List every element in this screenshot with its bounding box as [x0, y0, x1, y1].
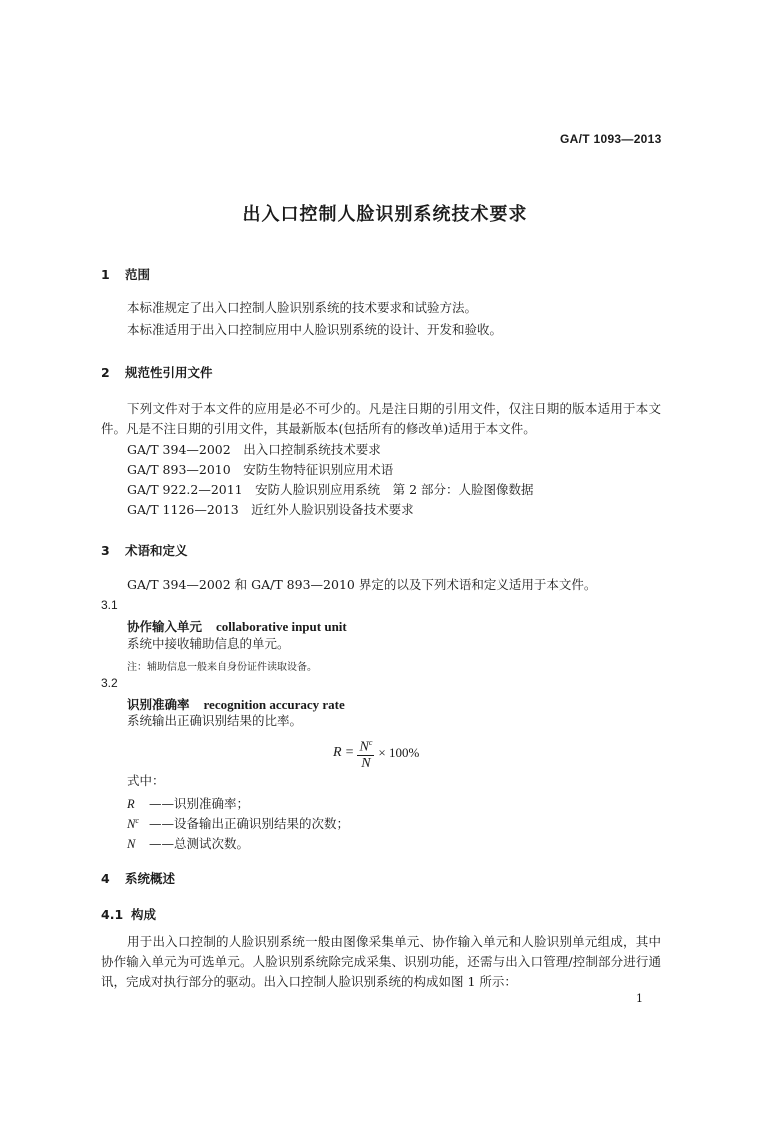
section-number: 1	[101, 267, 110, 282]
section-title: 规范性引用文件	[125, 365, 213, 380]
section-4-heading	[101, 869, 175, 887]
section-number: 4.1	[101, 907, 124, 922]
reference-3: GA/T 922.2—2011 安防人脸识别应用系统 第 2 部分：人脸图像数据	[127, 482, 534, 497]
accuracy-formula	[333, 736, 419, 770]
scope-line-2: 本标准适用于出入口控制应用中人脸识别系统的设计、开发和验收。	[127, 322, 503, 337]
section-title: 范围	[125, 267, 151, 282]
reference-4: GA/T 1126—2013 近红外人脸识别设备技术要求	[127, 502, 414, 517]
normative-intro: 下列文件对于本文件的应用是必不可少的。凡是注日期的引用文件，仅注日期的版本适用于本文件。凡是不注日期的引用文件，其最新版本(包括所有的修改单)适用于本文件。	[101, 401, 661, 436]
variable-row	[127, 831, 249, 854]
where-label: 式中：	[127, 773, 165, 788]
section-4-1-heading	[101, 905, 156, 923]
variable-description: ——总测试次数。	[149, 836, 250, 852]
composition-paragraph: 用于出入口控制的人脸识别系统一般由图像采集单元、协作输入单元和人脸识别单元组成，其中协作输入单元为可选单元。人脸识别系统除完成采集、识别功能，还需与出入口管理/控制部分进行通讯，完成对执行部分的驱动。出入口控制人脸识别系统的构成如图 1 所示：	[101, 934, 661, 989]
variable-symbol: $N^c$	[127, 816, 139, 832]
term-3-1-note: 注：辅助信息一般来自身份证件读取设备。	[127, 662, 317, 673]
section-number: 3	[101, 543, 110, 558]
reference-1: GA/T 394—2002 出入口控制系统技术要求	[127, 442, 381, 457]
section-number: 4	[101, 871, 110, 886]
term-3-1	[127, 616, 347, 635]
section-title: 术语和定义	[125, 543, 188, 558]
term-3-1-number: 3.1	[101, 598, 118, 612]
standard-code: GA/T 1093—2013	[560, 132, 662, 146]
formula-numerator: N	[359, 739, 369, 755]
variable-description: ——设备输出正确识别结果的次数；	[149, 816, 350, 832]
formula-lhs: R	[333, 745, 342, 760]
page-number: 1	[636, 992, 643, 1005]
variable-symbol: N	[127, 837, 136, 852]
section-3-heading	[101, 541, 188, 559]
term-chinese: 识别准确率	[127, 697, 190, 712]
term-english: collaborative input unit	[216, 619, 347, 634]
section-title: 构成	[131, 907, 157, 922]
term-3-1-definition: 系统中接收辅助信息的单元。	[127, 636, 290, 651]
section-1-heading	[101, 265, 150, 283]
section-2-heading	[101, 363, 213, 381]
term-3-2-number: 3.2	[101, 676, 118, 690]
formula-denominator: N	[361, 755, 371, 771]
formula-rest: × 100%	[378, 745, 420, 760]
section-title: 系统概述	[125, 871, 176, 886]
formula-fraction	[357, 735, 374, 771]
formula-equals: =	[345, 745, 354, 760]
section-number: 2	[101, 365, 110, 380]
terms-intro: GA/T 394—2002 和 GA/T 893—2010 界定的以及下列术语和定义适用于本文件。	[127, 577, 597, 592]
variable-symbol: R	[127, 797, 135, 812]
term-english: recognition accuracy rate	[203, 697, 345, 712]
scope-line-1: 本标准规定了出入口控制人脸识别系统的技术要求和试验方法。	[127, 300, 478, 315]
term-chinese: 协作输入单元	[127, 619, 203, 634]
reference-2: GA/T 893—2010 安防生物特征识别应用术语	[127, 462, 394, 477]
formula-numerator-sup: c	[368, 738, 373, 748]
page-title: 出入口控制人脸识别系统技术要求	[242, 204, 528, 225]
variable-description: ——识别准确率；	[149, 796, 250, 812]
term-3-2-definition: 系统输出正确识别结果的比率。	[127, 713, 303, 728]
